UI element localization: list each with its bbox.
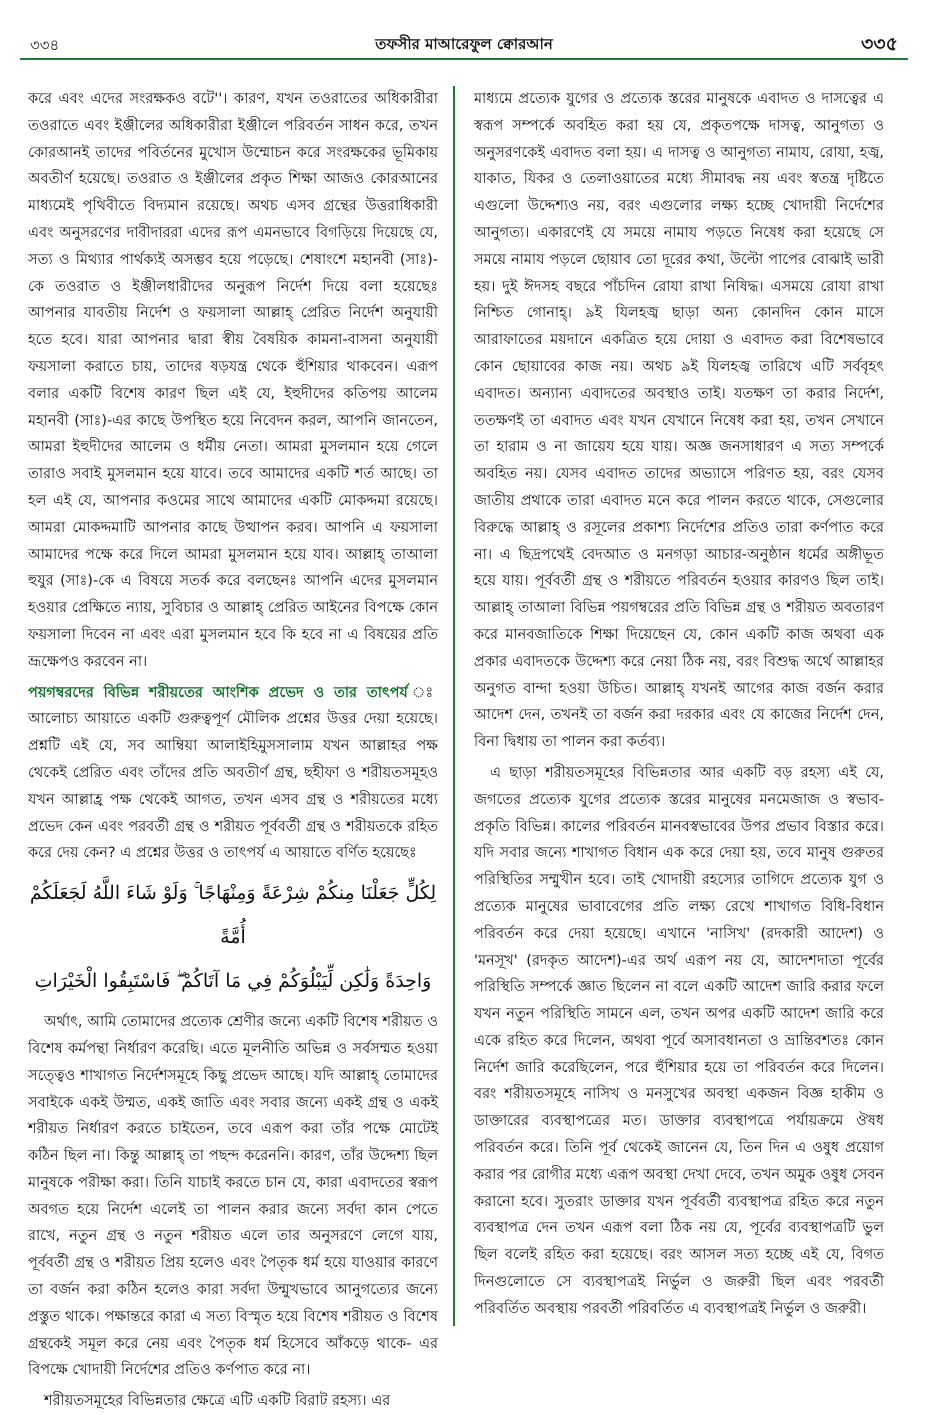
paragraph: এ ছাড়া শরীয়তসমূহের বিভিন্নতার আর একটি বড় রহস্য এই যে, জগতের প্রত্যেক যুগের প্রত্যেক স্তরের মানুষের মনমেজাজ ও স্বভাব-প্রকৃতি বিভিন্ন। কালের পরিবর্তন মানবস্বভাবের উপর প্রভাব বিস্তার করে। যদি সবার জন্যে শাখাগত বিধান এক করে দেয়া হয়, তবে মানুষ গুরুতর পরিস্থিতির সম্মুখীন হবে। তাই খোদায়ী রহস্যের তাগিদে প্রত্যেক যুগ ও প্রত্যেক মানুষের ভাবাবেগের প্রতি লক্ষ্য রেখে শাখাগত বিধি-বিধান পরিবর্তন করে দেয়া হয়েছে। এখানে 'নাসিখ' (রদকারী আদেশ) ও 'মনসূখ' (রদকৃত আদেশ)-এর অর্থ এরূপ নয় যে, আদেশদাতা পূর্বের পরিস্থিতি সম্পর্কে জ্ঞাত ছিলেন না বলে একটি আদেশ জারি করার ফলে যখন নতুন পরিস্থিতি সামনে এল, তখন অপর একটি আদেশ জারি করে একে রহিত করে দিলেন, অথবা পূর্বে অসাবধানতা ও ভ্রান্তিবশতঃ কোন নির্দেশ জারি করেছিলেন, পরে হুঁশিয়ার হয়ে তা পরিবর্তন করে দিলেন। বরং শরীয়তসমূহে নাসিখ ও মনসুখের অবস্থা একজন বিজ্ঞ হাকীম ও ডাক্তারের ব্যবস্থাপত্রের মত। ডাক্তার ব্যবস্থাপত্রে পর্যায়ক্রমে ঔষধ পরিবর্তন করে। তিনি পূর্ব থেকেই জানেন যে, তিন দিন এ ওষুধ প্রয়োগ করার পর রোগীর মধ্যে এরূপ অবস্থা দেখা দেবে, তখন অমুক ওষুধ সেবন করানো হবে। সুতরাং ডাক্তার যখন পূর্ববর্তী ব্যবস্থাপত্র রহিত করে নতুন ব্যবস্থাপত্র দেন তখন এরূপ বলা ঠিক নয় যে, পূর্বের ব্যবস্থাপত্রটি ভুল ছিল বলেই রহিত করা হয়েছে। বরং আসল সত্য হচ্ছে এই যে, বিগত দিনগুলোতে সে ব্যবস্থাপত্রই নির্ভুল ও জরুরী ছিল এবং পরবর্তী পরিবর্তিত অবস্থায় পরবর্তী পরিবর্তিত এ ব্যবস্থাপত্রই নির্ভুল ও জরুরী।	[474, 764, 884, 1317]
right-column	[474, 86, 884, 1326]
paragraph: মাধ্যমে প্রত্যেক যুগের ও প্রত্যেক স্তরের মানুষকে এবাদত ও দাসত্বের এ স্বরূপ সম্পর্কে অবহিত করা হয় যে, প্রকৃতপক্ষে দাসত্ব, আনুগত্য ও অনুসরণকেই এবাদত বলা হয়। এ দাসত্ব ও আনুগত্য নামায, রোযা, হজ্ব, যাকাত, যিকর ও তেলাওয়াতের মধ্যে সীমাবদ্ধ নয় এবং স্বতন্ত্র দৃষ্টিতে এগুলো উদ্দেশ্যও নয়, বরং এগুলোর লক্ষ্য হচ্ছে খোদায়ী নির্দেশের আনুগত্য। একারণেই যে সময়ে নামায পড়তে নিষেধ করা হয়েছে সে সময়ে নামায পড়লে ছোয়াব তো দূরের কথা, উল্টো পাপের বোঝাই ভারী হয়। দুই ঈদসহ বছরে পাঁচদিন রোযা রাখা নিষিদ্ধ। এসময়ে রোযা রাখা নিশ্চিত গোনাহ্। ৯ই যিলহজ্ব ছাড়া অন্য কোনদিন কোন মাসে আরাফাতের ময়দানে একত্রিত হয়ে দোয়া ও এবাদত করা বিশেষভাবে কোন ছোয়াবের কাজ নয়। অথচ ৯ই যিলহজ্ব তারিখে এটি সর্ববৃহৎ এবাদত। অন্যান্য এবাদতের অবস্থাও তাই। যতক্ষণ তা করার নির্দেশ, ততক্ষণই তা এবাদত এবং যখন যেখানে নিষেধ করা হয়, তখন সেখানে তা হারাম ও না জায়েয হয়ে যায়। অজ্ঞ জনসাধারণ এ সত্য সম্পর্কে অবহিত নয়। যেসব এবাদত তাদের অভ্যাসে পরিণত হয়, বরং যেসব জাতীয় প্রথাকে তারা এবাদত মনে করে পালন করতে থাকে, সেগুলোর বিরুদ্ধে আল্লাহ্ ও রসূলের প্রকাশ্য নির্দেশের প্রতিও তারা কর্ণপাত করে না। এ ছিদ্রপথেই বেদআত ও মনগড়া আচার-অনুষ্ঠান ধর্মের অঙ্গীভূত হয়ে যায়। পূর্ববর্তী গ্রন্থ ও শরীয়তে পরিবর্তন হওয়ার কারণও ছিল তাই। আল্লাহ্ তাআলা বিভিন্ন পয়গম্বরের প্রতি বিভিন্ন গ্রন্থ ও শরীয়ত অবতারণ করে মানবজাতিকে শিক্ষা দিয়েছেন যে, কোন একটি কাজ অথবা এক প্রকার এবাদতকে উদ্দেশ্য করে নেয়া ঠিক নয়, বরং বিশুদ্ধ অর্থে আল্লাহর অনুগত বান্দা হওয়া উচিত। আল্লাহ্ যখনই আগের কাজ বর্জন করার আদেশ দেন, তখনই তা বর্জন করা দরকার এবং যে কাজের নির্দেশ দেন, বিনা দ্বিধায় তা পালন করা কর্তব্য।	[474, 91, 884, 751]
page-header	[20, 30, 908, 60]
section-paragraph	[28, 680, 438, 868]
paragraph: করে এবং এদের সংরক্ষকও বটে''। কারণ, যখন তওরাতের অধিকারীরা তওরাতে এবং ইঞ্জীলের অধিকারীরা ইঞ্জীলে পরিবর্তন সাধন করে, তখন কোরআনই তাদের পবির্তনের মুখোস উম্মোচন করে সংরক্ষকের ভূমিকায় অবতীর্ণ হয়েছে। তওরাত ও ইঞ্জীলের প্রকৃত শিক্ষা আজও কোরআনের মাধ্যমেই পৃথিবীতে বিদ্যমান রয়েছে। অথচ এসব গ্রন্থের উত্তরাধিকারী এবং অনুসরণের দাবীদাররা এদের রূপ এমনভাবে বিগড়িয়ে দিয়েছে যে, সত্য ও মিথ্যার পার্থক্যই অসম্ভব হয়ে পড়েছে। শেষাংশে মহানবী (সাঃ)-কে তওরাত ও ইঞ্জীলধারীদের অনুরূপ নির্দেশ দিয়ে বলা হয়েছেঃ আপনার যাবতীয় নির্দেশ ও ফয়সালা আল্লাহ্ প্রেরিত নির্দেশ অনুযায়ী হতে হবে। যারা আপনার দ্বারা স্বীয় বৈষয়িক কামনা-বাসনা অনুযায়ী ফয়সালা করাতে চায়, তাদের ষড়যন্ত্র থেকে হুঁশিয়ার থাকবেন। এরূপ বলার একটি বিশেষ কারণ ছিল এই যে, ইহুদীদের কতিপয় আলেম মহানবী (সাঃ)-এর কাছে উপস্থিত হয়ে নিবেদন করল, আপনি জানতেন, আমরা ইহুদীদের আলেম ও ধর্মীয় নেতা। আমরা মুসলমান হয়ে গেলে তারাও সবাই মুসলমান হয়ে যাবে। তবে আমাদের একটি শর্ত আছে। তা হল এই যে, আপনার কওমের সাথে আমাদের একটি মোকদ্দমা রয়েছে। আমরা মোকদ্দমাটি আপনার কাছে উত্থাপন করব। আপনি এ ফয়সালা আমাদের পক্ষে করে দিলে আমরা মুসলমান হয়ে যাব। আল্লাহ্ তাআলা হুযুর (সাঃ)-কে এ বিষয়ে সতর্ক করে বলছেনঃ আপনি এদের মুসলমান হওয়ার প্রেক্ষিতে ন্যায়, সুবিচার ও আল্লাহ্ প্রেরিত আইনের বিপক্ষে কোন ফয়সালা দিবেন না এবং এরা মুসলমান হবে কি হবে না এ বিষয়ের প্রতি ভ্রূক্ষেপও করবেন না।	[28, 91, 438, 670]
paragraph: অর্থাৎ, আমি তোমাদের প্রত্যেক শ্রেণীর জন্যে একটি বিশেষ শরীয়ত ও বিশেষ কর্মপন্থা নির্ধারণ করেছি। এতে মূলনীতি অভিন্ন ও সর্বসম্মত হওয়া সত্ত্বেও শাখাগত নির্দেশসমূহে কিছু প্রভেদ আছে। যদি আল্লাহ্ তোমাদের সবাইকে একই উম্মত, একই জাতি এবং সবার জন্যে একই গ্রন্থ ও একই শরীয়ত নির্ধারণ করতে চাইতেন, তবে এরূপ করা তাঁর পক্ষে মোটেই কঠিন ছিল না। কিন্তু আল্লাহ্ তা পছন্দ করেননি। কারণ, তাঁর উদ্দেশ্য ছিল মানুষকে পরীক্ষা করা। তিনি যাচাই করতে চান যে, কারা এবাদতের স্বরূপ অবগত হয়ে নির্দেশ এলেই তা পালন করার জন্যে সর্বদা কান পেতে রাখে, নতুন গ্রন্থ ও নতুন শরীয়ত এলে তার অনুসরণে লেগে যায়, পূর্ববর্তী গ্রন্থ ও শরীয়ত প্রিয় হলেও এবং পৈতৃক ধর্ম হয়ে যাওয়ার কারণে তা বর্জন করা কঠিন হলেও কারা সর্বদা উন্মুখভাবে আনুগত্যের জন্যে প্রস্তুত থাকে। পক্ষান্তরে কারা এ সত্য বিস্মৃত হয়ে বিশেষ শরীয়ত ও বিশেষ গ্রন্থকেই সমূল করে নেয় এবং পৈতৃক ধর্ম হিসেবে আঁকড়ে থাকে- এর বিপক্ষে খোদায়ী নির্দেশের প্রতিও কর্ণপাত করে না।	[28, 1014, 438, 1379]
left-column	[28, 86, 438, 1410]
arabic-verse-line-1: لِكُلٍّ جَعَلْنَا مِنكُمْ شِرْعَةً وَمِنْهَاجًا ۚ وَلَوْ شَاءَ اللَّهُ لَجَعَلَكُمْ أُمَّةً	[29, 882, 437, 949]
section-body: আলোচ্য আয়াতে একটি গুরুত্বপূর্ণ মৌলিক প্রশ্নের উত্তর দেয়া হয়েছে। প্রশ্নটি এই যে, সব আম্বিয়া আলাইহিমুসসালাম যখন আল্লাহর পক্ষ থেকেই প্রেরিত এবং তাঁদের প্রতি অবতীর্ণ গ্রন্থ, ছহীফা ও শরীয়তসমূহও যখন আল্লাহ্র পক্ষ থেকেই আগত, তখন এসব গ্রন্থ ও শরীয়তের মধ্যে প্রভেদ কেন এবং পরবর্তী গ্রন্থ ও শরীয়ত পূর্ববর্তী গ্রন্থ ও শরীয়তকে রহিত করে দেয় কেন? এ প্রশ্নের উত্তর ও তাৎপর্য এ আয়াতে বর্ণিত হয়েছেঃ	[28, 711, 438, 862]
paragraph: শরীয়তসমূহের বিভিন্নতার ক্ষেত্রে এটি একটি বিরাট রহস্য। এর	[44, 1393, 391, 1410]
column-divider	[453, 86, 455, 1326]
arabic-verse	[28, 871, 438, 1003]
book-title: তফসীর মাআরেফুল ক্বোরআন	[375, 35, 553, 53]
section-heading: পয়গম্বরদের বিভিন্ন শরীয়তের আংশিক প্রভেদ ও তার তাৎপর্য	[28, 684, 408, 701]
arabic-verse-line-2: وَاحِدَةً وَلَٰكِن لِّيَبْلُوَكُمْ فِي مَا آتَاكُمْ ۖ فَاسْتَبِقُوا الْخَيْرَاتِ	[34, 970, 432, 993]
page-number-left: ৩৩৪	[30, 36, 60, 54]
page-number-right: ৩৩৫	[860, 33, 898, 55]
